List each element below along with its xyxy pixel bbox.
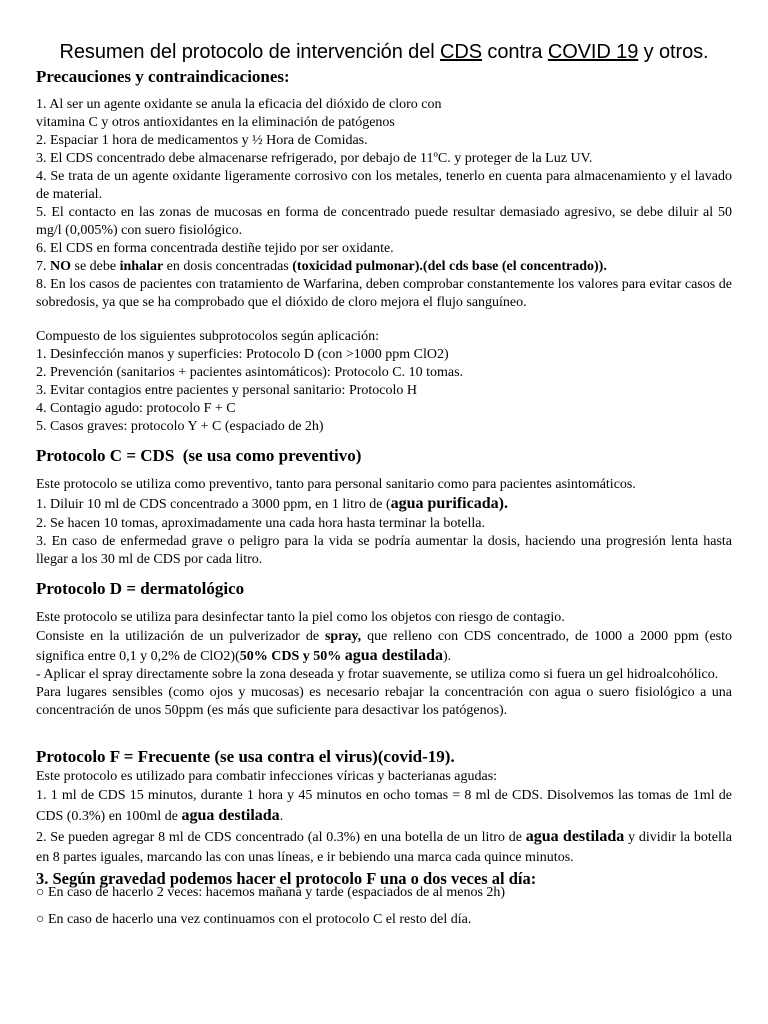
list-item: 3. Evitar contagios entre pacientes y personal sanitario: Protocolo H: [36, 383, 418, 398]
protocolo-c-body: [36, 476, 732, 569]
section-protocolo-c: [36, 445, 732, 467]
list-item: 1. 1 ml de CDS 15 minutos, durante 1 hora y 45 minutos en ocho tomas = 8 ml de CDS. Disolvemos las tomas de 1ml de CDS (0.3%) en 100ml de agua destilada.: [36, 788, 732, 824]
list-item: 1. Desinfección manos y superficies: Protocolo D (con >1000 ppm ClO2): [36, 347, 449, 362]
title-text: Resumen del protocolo de intervención del: [59, 41, 441, 63]
protocolo-f-body: [36, 768, 732, 890]
list-item: 3. El CDS concentrado debe almacenarse refrigerado, por debajo de 11ºC. y proteger de la Luz UV.: [36, 151, 593, 166]
section-protocolo-d: [36, 578, 732, 600]
title-covid-underlined: COVID 19: [547, 41, 639, 63]
list-item: 8. En los casos de pacientes con tratamiento de Warfarina, deben comprobar constantemente los valores para evitar casos de sobredosis, ya que se ha comprobado que el dióxido de cloro mejora el flujo sanguíneo.: [36, 277, 732, 310]
list-item: 1. Diluir 10 ml de CDS concentrado a 3000 ppm, en 1 litro de (agua purificada).: [36, 495, 508, 512]
list-item-heading: 3. Según gravedad podemos hacer el protocolo F una o dos veces al día:: [36, 869, 537, 888]
paragraph: Para lugares sensibles (como ojos y mucosas) es necesario rebajar la concentración con agua o suero fisiológico a una concentración de unos 50ppm (es más que suficiente para desactivar los patógenos).: [36, 685, 732, 718]
list-item: 4. Contagio agudo: protocolo F + C: [36, 401, 236, 416]
subprotocolos-intro: Compuesto de los siguientes subprotocolos según aplicación:: [36, 329, 379, 344]
paragraph: Este protocolo se utiliza para desinfectar tanto la piel como los objetos con riesgo de contagio.: [36, 610, 565, 625]
section-subprotocolos: [36, 328, 732, 436]
list-item: 2. Espaciar 1 hora de medicamentos y ½ Hora de Comidas.: [36, 133, 368, 148]
section-heading: Protocolo C = CDS (se usa como preventivo): [36, 446, 362, 465]
list-item: 4. Se trata de un agente oxidante ligeramente corrosivo con los metales, tenerlo en cuenta para almacenamiento y el lavado de material.: [36, 169, 732, 202]
bullet-item: ○ En caso de hacerlo 2 veces: hacemos mañana y tarde (espaciados de al menos 2h): [36, 885, 506, 900]
bullet-item: ○ En caso de hacerlo una vez continuamos con el protocolo C el resto del día.: [36, 912, 472, 927]
section-precauciones: [36, 66, 732, 88]
title-text: y otros.: [638, 41, 709, 63]
list-item: 5. El contacto en las zonas de mucosas en forma de concentrado puede resultar demasiado agresivo, se debe diluir al 50 mg/l (0,005%) con suero fisiológico.: [36, 205, 732, 238]
title-cds-underlined: CDS: [440, 41, 482, 63]
paragraph: Este protocolo se utiliza como preventivo, tanto para personal sanitario como para pacientes asintomáticos.: [36, 477, 636, 492]
paragraph: Este protocolo es utilizado para combatir infecciones víricas y bacterianas agudas:: [36, 769, 498, 784]
list-item: 3. En caso de enfermedad grave o peligro para la vida se podría aumentar la dosis, haciendo una progresión lenta hasta llegar a los 30 ml de CDS por cada litro.: [36, 534, 732, 567]
list-item: 2. Se hacen 10 tomas, aproximadamente una cada hora hasta terminar la botella.: [36, 516, 485, 531]
title-text: contra: [481, 41, 548, 63]
section-heading: Precauciones y contraindicaciones:: [36, 67, 290, 86]
protocolo-f-option-2: [36, 911, 732, 929]
protocolo-f-option-1: [36, 884, 732, 902]
precauciones-list: [36, 96, 732, 312]
paragraph: - Aplicar el spray directamente sobre la zona deseada y frotar suavemente, se utiliza como si fuera un gel hidroalcohólico.: [36, 667, 719, 682]
list-item: vitamina C y otros antioxidantes en la eliminación de patógenos: [36, 115, 395, 130]
list-item: 5. Casos graves: protocolo Y + C (espaciado de 2h): [36, 419, 324, 434]
list-item: 2. Prevención (sanitarios + pacientes asintomáticos): Protocolo C. 10 tomas.: [36, 365, 464, 380]
protocolo-d-body: [36, 609, 732, 720]
list-item: 7. NO se debe inhalar en dosis concentradas (toxicidad pulmonar).(del cds base (el concentrado)).: [36, 259, 607, 274]
paragraph: Consiste en la utilización de un pulverizador de spray, que relleno con CDS concentrado, de 1000 a 2000 ppm (esto significa entre 0,1 y 0,2% de ClO2)(50% CDS y 50% agua destilada).: [36, 629, 732, 664]
document-title: [0, 38, 768, 66]
section-heading: Protocolo D = dermatológico: [36, 579, 245, 598]
list-item: 2. Se pueden agregar 8 ml de CDS concentrado (al 0.3%) en una botella de un litro de agua destilada y dividir la botella en 8 partes iguales, marcando las con unas líneas, e ir bebiendo una marca cada quince minutos.: [36, 828, 732, 865]
list-item: 1. Al ser un agente oxidante se anula la eficacia del dióxido de cloro con: [36, 97, 442, 112]
section-heading: Protocolo F = Frecuente (se usa contra el virus)(covid-19).: [36, 747, 455, 766]
section-protocolo-f: [36, 746, 732, 768]
list-item: 6. El CDS en forma concentrada destiñe tejido por ser oxidante.: [36, 241, 394, 256]
